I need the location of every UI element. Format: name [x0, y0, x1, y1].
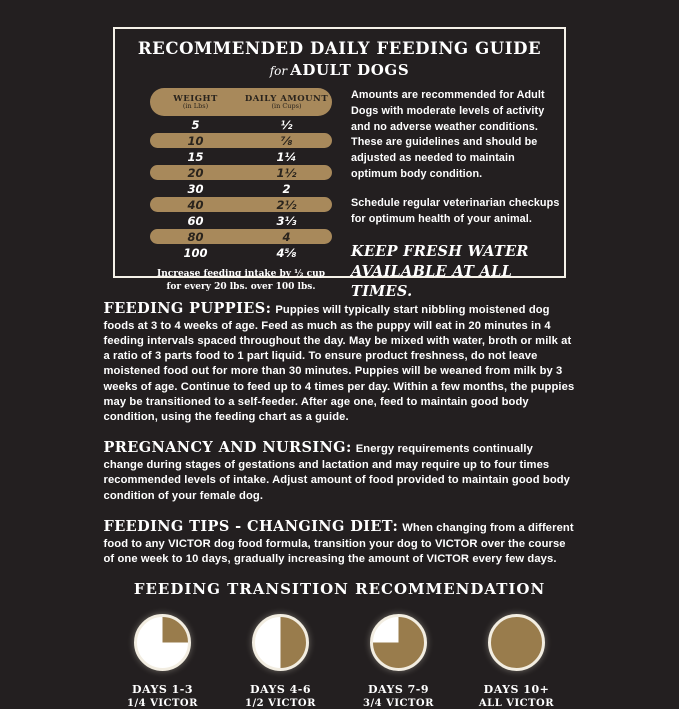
- info-sections: [104, 299, 576, 567]
- weight-column-header: [150, 95, 241, 111]
- table-row: [150, 165, 332, 180]
- guide-title-line2: [115, 61, 564, 80]
- guide-columns: [115, 88, 564, 302]
- amount-value: 1¼: [276, 149, 297, 164]
- table-row: [150, 229, 332, 244]
- weight-value: 5: [191, 117, 200, 132]
- guide-title-for: for: [269, 63, 288, 78]
- table-row: [150, 117, 332, 132]
- weight-header-title: WEIGHT: [173, 93, 218, 104]
- feeding-tips-body: When changing from a different food to any VICTOR dog food formula, transition your dog to VICTOR over the course of one week to 10 days, gradually increasing the amount of VICTOR every few days.: [103, 521, 574, 565]
- guide-right-column: [351, 88, 563, 302]
- table-row: [150, 149, 332, 164]
- table-row: [150, 181, 332, 196]
- amount-header-title: DAILY AMOUNT: [244, 93, 329, 104]
- table-row: [150, 213, 332, 228]
- amount-column-header: [241, 95, 332, 111]
- step-days-label: DAYS 4-6: [249, 682, 312, 696]
- step-amount-label: 1/2 VICTOR: [245, 697, 316, 709]
- half-pie-icon: [252, 614, 309, 671]
- step-amount-label: 1/4 VICTOR: [127, 697, 198, 709]
- feeding-transition-section: [0, 580, 679, 709]
- guide-title: [115, 39, 564, 79]
- amount-value: ½: [280, 117, 293, 132]
- three-quarter-pie-icon: [370, 614, 427, 671]
- weight-header-sub: (in Lbs): [182, 102, 209, 111]
- step-days-label: DAYS 1-3: [131, 682, 194, 696]
- transition-step: [474, 614, 559, 709]
- weight-value: 20: [187, 165, 204, 180]
- fresh-water-notice: KEEP FRESH WATER AVAILABLE AT ALL TIMES.: [351, 242, 529, 301]
- amount-value: 1½: [276, 165, 297, 180]
- feeding-table-note: Increase feeding intake by ½ cup for every 20 lbs. over 100 lbs.: [156, 269, 325, 293]
- feeding-table-header: [150, 88, 332, 116]
- step-days-label: DAYS 10+: [483, 682, 550, 696]
- feeding-guide-label: [0, 27, 679, 709]
- feeding-puppies-section: [104, 299, 576, 425]
- weight-value: 30: [187, 181, 204, 196]
- amount-header-sub: (in Cups): [271, 102, 302, 111]
- feeding-guide-box: [113, 27, 566, 301]
- feeding-table: [150, 88, 332, 302]
- feeding-puppies-heading: FEEDING PUPPIES:: [103, 300, 272, 317]
- feeding-transition-heading: FEEDING TRANSITION RECOMMENDATION: [133, 579, 546, 598]
- weight-value: 60: [187, 213, 204, 228]
- transition-steps: [0, 614, 679, 709]
- table-row: [150, 245, 332, 260]
- transition-step: [238, 614, 323, 709]
- weight-value: 100: [183, 245, 208, 260]
- amount-value: ⅞: [280, 133, 293, 148]
- weight-value: 40: [187, 197, 204, 212]
- amount-value: 4⅝: [276, 245, 297, 260]
- transition-step: [120, 614, 205, 709]
- step-days-label: DAYS 7-9: [367, 682, 430, 696]
- guide-title-line1: RECOMMENDED DAILY FEEDING GUIDE: [137, 39, 542, 58]
- table-row: [150, 133, 332, 148]
- step-amount-label: ALL VICTOR: [478, 697, 555, 709]
- feeding-tips-section: [104, 517, 576, 567]
- amounts-paragraph: Amounts are recommended for Adult Dogs with moderate levels of activity and no adverse weather conditions. These are guidelines and should be adjusted as needed to maintain optimum body condition.: [351, 89, 545, 180]
- vet-checkups-paragraph: Schedule regular veterinarian checkups for optimum health of your animal.: [351, 197, 560, 225]
- quarter-pie-icon: [134, 614, 191, 671]
- weight-value: 80: [187, 229, 204, 244]
- pregnancy-nursing-section: [104, 438, 576, 503]
- transition-step: [356, 614, 441, 709]
- amount-value: 4: [282, 229, 291, 244]
- pregnancy-nursing-body: Energy requirements continually change during stages of gestations and lactation and may require up to four times recommended levels of intake. Adjust amount of food provided to maintain good body condition of your female dog.: [103, 443, 571, 502]
- table-row: [150, 197, 332, 212]
- weight-value: 10: [187, 133, 204, 148]
- feeding-tips-heading: FEEDING TIPS - CHANGING DIET:: [103, 517, 399, 535]
- full-pie-icon: [488, 614, 545, 671]
- feeding-puppies-body: Puppies will typically start nibbling moistened dog foods at 3 to 4 weeks of age. Feed as much as the puppy will eat in 20 minutes in 4 feeding intervals spaced throughout the day. May be mixed with water, broth or milk at a ratio of 3 parts food to 1 part liquid. To ensure product freshness, do not leave moistened food out for more than 30 minutes. Puppies will be weaned from milk by 3 weeks of age. Continue to feed up to 4 times per day. Within a few months, the puppies may be transitioned to a self-feeder. After age one, feed to maintain good body condition, using the feeding chart as a guide.: [103, 304, 575, 424]
- amount-value: 3⅓: [276, 213, 297, 228]
- weight-value: 15: [187, 149, 204, 164]
- amount-value: 2: [282, 181, 291, 196]
- step-amount-label: 3/4 VICTOR: [363, 697, 434, 709]
- guide-title-audience: ADULT DOGS: [290, 60, 410, 79]
- amount-value: 2½: [276, 197, 297, 212]
- pregnancy-nursing-heading: PREGNANCY AND NURSING:: [103, 439, 352, 457]
